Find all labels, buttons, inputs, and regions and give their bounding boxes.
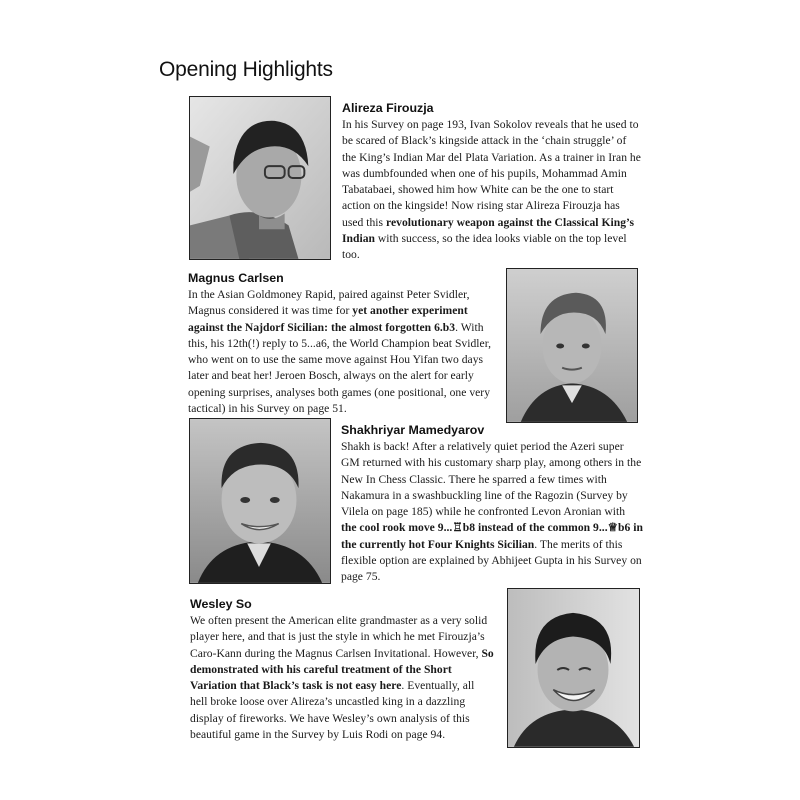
bold-text-run: revolutionary weapon against the Classical King’s Indian: [342, 215, 635, 246]
page-title: Opening Highlights: [159, 58, 333, 81]
text-run: . With this, his 12th(!) reply to 5...a6, the World Champion beat Svidler, who went on to use the same move against Hou Yifan two days later and beat her! Jeroen Bosch, always on the alert for early opening surprises, analyses both games (one positional, one very tactical) in his Survey on page 51.: [188, 320, 492, 416]
entry-paragraph: [190, 613, 494, 743]
portrait-image: [508, 589, 639, 747]
entry-paragraph: [342, 117, 642, 264]
bold-text-run: So demonstrated with his careful treatment of the Short Variation that Black’s task is not easy here: [190, 646, 494, 693]
portrait-image: [190, 97, 330, 259]
player-name: Shakhriyar Mamedyarov: [341, 423, 485, 437]
text-run: with success, so the idea looks viable on the top level too.: [342, 232, 627, 262]
text-run: . The merits of this flexible option are explained by Abhijeet Gupta in his Survey on page 75.: [341, 537, 642, 584]
photo-shakhriyar-mamedyarov: [189, 418, 331, 584]
portrait-image: [507, 269, 637, 422]
entry-paragraph: [341, 439, 643, 586]
photo-alireza-firouzja: [189, 96, 331, 260]
bold-text-run: the cool rook move 9...♖b8 instead of the common 9...♕b6 in the currently hot Four Knights Sicilian: [341, 521, 643, 551]
entry-wesley-so: [190, 596, 494, 743]
text-run: In his Survey on page 193, Ivan Sokolov reveals that he used to be scared of Black’s kingside attack in the ‘chain struggle’ of the King’s Indian Mar del Plata Variation. As a trainer in Iran he was dumbfounded when one of his pupils, Mohammad Amin Tabatabaei, showed him how White can be the one to start action on the kingside! Now rising star Alireza Firouzja has used this: [342, 118, 641, 229]
bold-text-run: yet another experiment against the Najdorf Sicilian: the almost forgotten 6.b3: [188, 304, 468, 334]
entry-paragraph: [188, 287, 494, 417]
player-name: Wesley So: [190, 597, 252, 611]
text-run: In the Asian Goldmoney Rapid, paired against Peter Svidler, Magnus considered it was time for: [188, 288, 470, 318]
entry-shakhriyar-mamedyarov: [341, 422, 643, 586]
text-run: Shakh is back! After a relatively quiet period the Azeri super GM returned with his customary sharp play, among others in the New In Chess Classic. There he sparred a few times with Nakamura in a swashbuckling line of the Ragozin (Survey by Vilela on page 185) while he confronted Levon Aronian with: [341, 440, 642, 519]
text-run: We often present the American elite grandmaster as a very solid player here, and that is just the style in which he met Firouzja’s Caro-Kann during the Magnus Carlsen Invitational. However,: [190, 614, 488, 660]
portrait-image: [190, 419, 330, 583]
photo-wesley-so: [507, 588, 640, 748]
player-name: Alireza Firouzja: [342, 101, 434, 115]
text-run: . Eventually, all hell broke loose over Alireza’s uncastled king in a dazzling display of fireworks. We have Wesley’s own analysis of this beautiful game in the Survey by Luis Rodi on page 94.: [190, 679, 475, 742]
photo-magnus-carlsen: [506, 268, 638, 423]
entry-alireza-firouzja: [342, 100, 642, 264]
player-name: Magnus Carlsen: [188, 271, 284, 285]
entry-magnus-carlsen: [188, 270, 494, 417]
